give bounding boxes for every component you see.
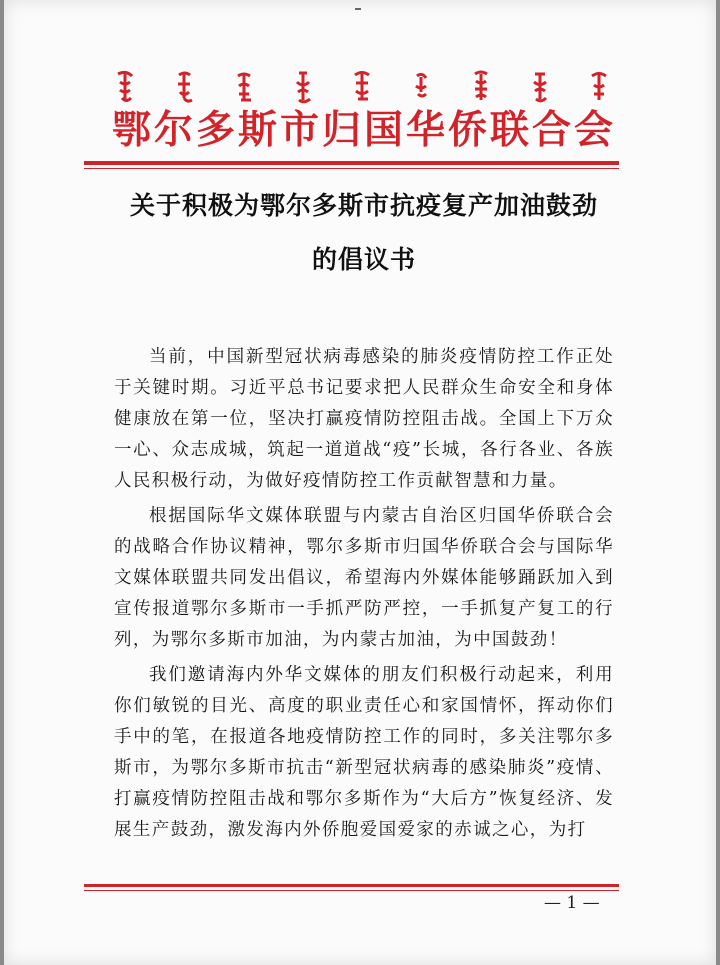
footer-rule-thick <box>84 884 619 887</box>
paragraph-3: 我们邀请海内外华文媒体的朋友们积极行动起来，利用你们敏锐的目光、高度的职业责任心和家国情怀，挥动你们手中的笔，在报道各地疫情防控工作的同时，多关注鄂尔多斯市，为鄂尔多斯市抗击“新型冠状病毒的感染肺炎”疫情、打赢疫情防控阻击战和鄂尔多斯作为“大后方”恢复经济、发展生产鼓劲，激发海内外侨胞爱国爱家的赤诚之心，为打 <box>114 665 614 840</box>
document-body <box>114 342 614 850</box>
mongolian-word-3 <box>231 70 257 104</box>
mongolian-word-5 <box>349 70 375 104</box>
document-title-line-2: 的倡议书 <box>311 245 416 274</box>
mongolian-word-8 <box>527 70 553 104</box>
organization-name: 鄂尔多斯市归国华侨联合会 <box>111 107 616 153</box>
page-number: — 1 — <box>544 893 600 913</box>
document-title-line-1: 关于积极为鄂尔多斯市抗疫复产加油鼓劲 <box>129 191 598 220</box>
mongolian-word-2 <box>171 70 197 104</box>
paragraph-2: 根据国际华文媒体联盟与内蒙古自治区归国华侨联合会的战略合作协议精神，鄂尔多斯市归国华侨联合会与国际华文媒体联盟共同发出倡议，希望海内外媒体能够踊跃加入到宣传报道鄂尔多斯市一手抓严防严控，一手抓复产复工的行列，为鄂尔多斯市加油，为内蒙古加油，为中国鼓劲！ <box>114 506 614 650</box>
mongolian-word-4 <box>290 70 316 104</box>
mongolian-word-1 <box>112 70 138 104</box>
scan-mark <box>355 8 361 10</box>
mongolian-script-header <box>112 70 612 104</box>
footer-rule-thin <box>84 890 619 891</box>
document-page <box>4 0 716 965</box>
mongolian-word-6 <box>408 70 434 104</box>
header-rule-thick <box>84 161 619 165</box>
mongolian-word-7 <box>468 70 494 104</box>
paragraph-1: 当前，中国新型冠状病毒感染的肺炎疫情防控工作正处于关键时期。习近平总书记要求把人民群众生命安全和身体健康放在第一位，坚决打赢疫情防控阻击战。全国上下万众一心、众志成城，筑起一道道战“疫”长城，各行各业、各族人民积极行动，为做好疫情防控工作贡献智慧和力量。 <box>114 347 614 491</box>
header-rule-thin <box>84 168 619 169</box>
mongolian-word-9 <box>586 70 612 104</box>
